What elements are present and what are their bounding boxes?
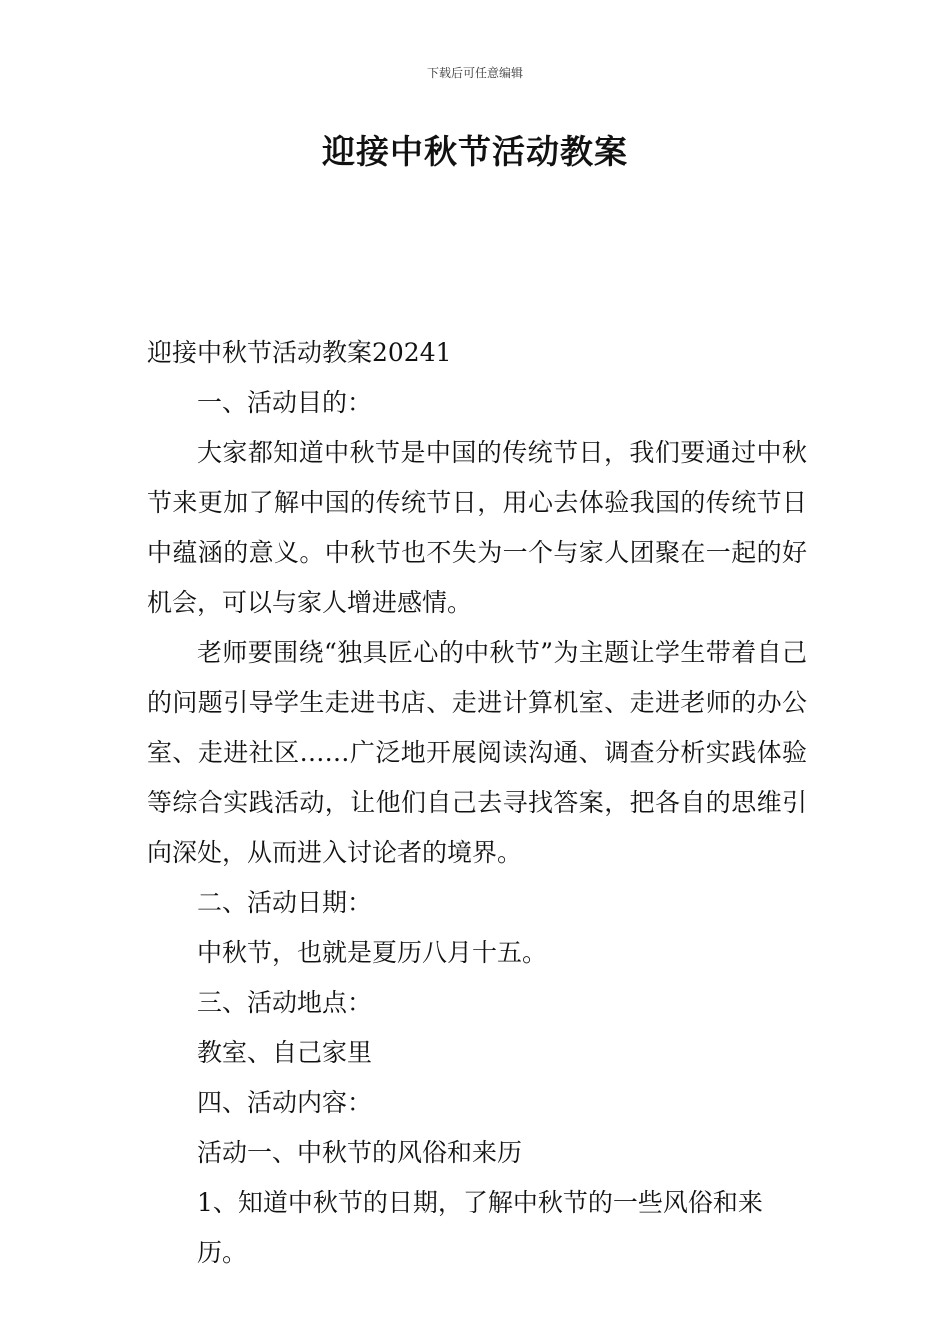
- document-title: 迎接中秋节活动教案: [322, 132, 628, 171]
- paragraph-goal-1: 大家都知道中秋节是中国的传统节日，我们要通过中秋节来更加了解中国的传统节日，用心去体验我国的传统节日中蕴涵的意义。中秋节也不失为一个与家人团聚在一起的好机会，可以与家人增进感情。: [147, 438, 807, 617]
- activity-1-heading: 活动一、中秋节的风俗和来历: [197, 1138, 523, 1167]
- paragraph-goal-2: 老师要围绕“独具匠心的中秋节”为主题让学生带着自己的问题引导学生走进书店、走进计算机室、走进老师的办公室、走进社区……广泛地开展阅读沟通、调查分析实践体验等综合实践活动，让他们自己去寻找答案，把各自的思维引向深处，从而进入讨论者的境界。: [147, 638, 807, 867]
- document-body: [147, 328, 807, 1278]
- section-content-heading: 四、活动内容：: [197, 1088, 373, 1117]
- header-note: 下载后可任意编辑: [426, 66, 523, 80]
- section-goal-heading: 一、活动目的：: [197, 388, 373, 417]
- section-date-heading: 二、活动日期：: [197, 888, 373, 917]
- place-text: 教室、自己家里: [197, 1038, 373, 1067]
- date-text: 中秋节，也就是夏历八月十五。: [197, 938, 548, 967]
- subtitle: 迎接中秋节活动教案20241: [147, 338, 452, 367]
- activity-1-item-1: 1、知道中秋节的日期，了解中秋节的一些风俗和来历。: [197, 1188, 763, 1267]
- section-place-heading: 三、活动地点：: [197, 988, 373, 1017]
